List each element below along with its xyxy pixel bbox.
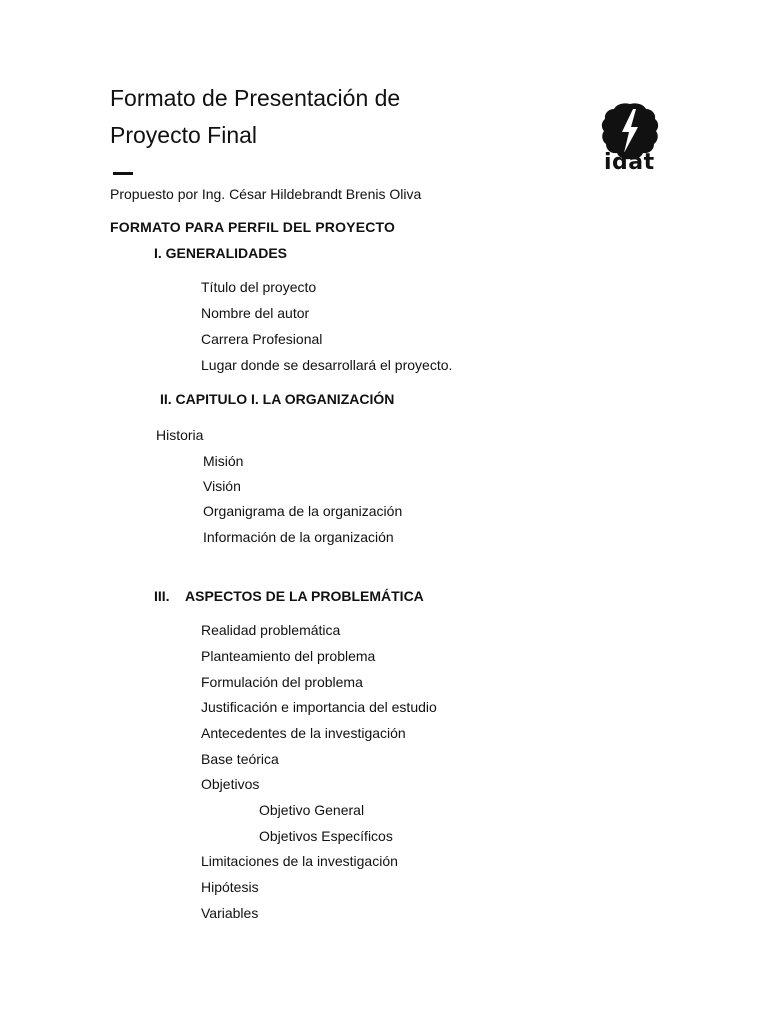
list-item: Objetivos bbox=[201, 776, 260, 792]
section-number: III. bbox=[154, 588, 170, 604]
list-item: Base teórica bbox=[201, 751, 279, 767]
section-heading-organizacion: II. CAPITULO I. LA ORGANIZACIÓN bbox=[160, 391, 395, 407]
title-divider bbox=[113, 172, 133, 175]
list-item: Información de la organización bbox=[203, 529, 394, 545]
sub-list-item: Objetivo General bbox=[259, 802, 365, 818]
section-heading-generalidades: I. GENERALIDADES bbox=[154, 245, 288, 261]
list-item: Antecedentes de la investigación bbox=[201, 725, 406, 741]
list-item: Realidad problemática bbox=[201, 622, 341, 638]
list-item: Justificación e importancia del estudio bbox=[201, 699, 437, 715]
list-item: Planteamiento del problema bbox=[201, 648, 376, 664]
list-item: Título del proyecto bbox=[201, 279, 317, 295]
section-heading-problematica bbox=[154, 587, 424, 605]
list-item: Hipótesis bbox=[201, 879, 259, 895]
list-item: Historia bbox=[156, 427, 204, 443]
list-item: Formulación del problema bbox=[201, 674, 363, 690]
list-item: Limitaciones de la investigación bbox=[201, 853, 398, 869]
document-title-line-2: Proyecto Final bbox=[110, 122, 258, 148]
list-item: Carrera Profesional bbox=[201, 331, 323, 347]
document-title-line-1: Formato de Presentación de bbox=[110, 85, 401, 111]
list-item: Visión bbox=[203, 478, 241, 494]
list-item: Lugar donde se desarrollará el proyecto. bbox=[201, 357, 453, 373]
section-title: ASPECTOS DE LA PROBLEMÁTICA bbox=[185, 588, 424, 604]
list-item: Variables bbox=[201, 905, 259, 921]
list-item: Nombre del autor bbox=[201, 305, 310, 321]
logo-text: idat bbox=[604, 150, 655, 175]
sub-list-item: Objetivos Específicos bbox=[259, 828, 393, 844]
perfil-heading: FORMATO PARA PERFIL DEL PROYECTO bbox=[110, 219, 396, 235]
author-subtitle: Propuesto por Ing. César Hildebrandt Brenis Oliva bbox=[110, 186, 422, 202]
list-item: Misión bbox=[203, 453, 244, 469]
list-item: Organigrama de la organización bbox=[203, 503, 403, 519]
